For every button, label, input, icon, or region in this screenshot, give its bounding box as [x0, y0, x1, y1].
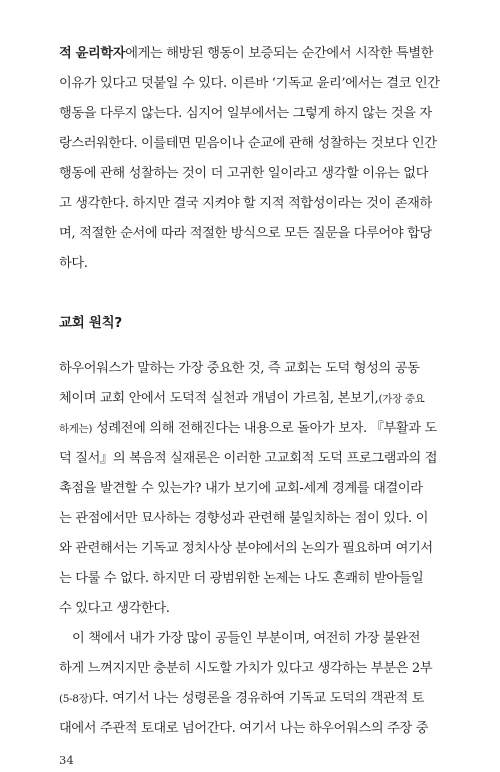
- text-line: 와 관련해서는 기독교 정치사상 분야에서의 논의가 필요하며 여기서: [59, 541, 433, 556]
- text-line: 하게는) 성례전에 의해 전해진다는 내용으로 돌아가 보자. 『부활과 도: [59, 421, 437, 436]
- text-line: 는 관점에서만 묘사하는 경향성과 관련해 불일치하는 점이 있다. 이: [59, 511, 429, 526]
- text-line: 하게 느껴지지만 충분히 시도할 가치가 있다고 생각하는 부분은 2부: [59, 661, 433, 676]
- text-line: (5-8장)다. 여기서 나는 성령론을 경유하여 기독교 도덕의 객관적 토: [59, 691, 425, 706]
- small-note: 하게는): [59, 423, 93, 435]
- page-number: 34: [59, 753, 74, 767]
- text-line: 행동을 다루지 않는다. 심지어 일부에서는 그렇게 하지 않는 것을 자: [59, 106, 432, 121]
- text-line: 며, 적절한 순서에 따라 적절한 방식으로 모든 질문을 다루어야 합당: [59, 226, 432, 241]
- text-line: 대에서 주관적 토대로 넘어간다. 여기서 나는 하우어워스의 주장 중: [59, 721, 429, 736]
- text-line: 고 생각한다. 하지만 결국 지켜야 할 지적 적합성이라는 것이 존재하: [59, 196, 432, 211]
- text-line: 체이며 교회 안에서 도덕적 실천과 개념이 가르침, 본보기,(가장 중요: [59, 391, 425, 406]
- text-line: 수 있다고 생각한다.: [59, 601, 170, 616]
- text-line: 적 윤리학자에게는 해방된 행동이 보증되는 순간에서 시작한 특별한: [59, 46, 434, 61]
- text-line: 하우어워스가 말하는 가장 중요한 것, 즉 교회는 도덕 형성의 공동: [59, 361, 420, 376]
- text-line: 는 다룰 수 없다. 하지만 더 광범위한 논제는 나도 흔쾌히 받아들일: [59, 571, 424, 586]
- text-line: 하다.: [59, 256, 88, 271]
- section-heading: 교회 원칙?: [59, 315, 122, 331]
- text-line: 이유가 있다고 덧붙일 수 있다. 이른바 ‘기독교 윤리’에서는 결코 인간: [59, 76, 440, 91]
- text-line: 랑스러워한다. 이를테면 믿음이나 순교에 관해 성찰하는 것보다 인간: [59, 136, 437, 151]
- small-note: (가장 중요: [378, 393, 425, 405]
- text-line: 행동에 관해 성찰하는 것이 더 고귀한 일이라고 생각할 이유는 없다: [59, 166, 429, 181]
- text-line: 촉점을 발견할 수 있는가? 내가 보기에 교회-세계 경계를 대결이라: [59, 481, 423, 496]
- text-line: 이 책에서 내가 가장 많이 공들인 부분이며, 여전히 가장 불완전: [72, 631, 421, 646]
- text-line: 덕 질서』의 복음적 실재론은 이러한 고교회적 도덕 프로그램과의 접: [59, 451, 438, 466]
- small-note: (5-8장): [59, 693, 93, 705]
- bold-term: 적 윤리학자: [59, 46, 126, 61]
